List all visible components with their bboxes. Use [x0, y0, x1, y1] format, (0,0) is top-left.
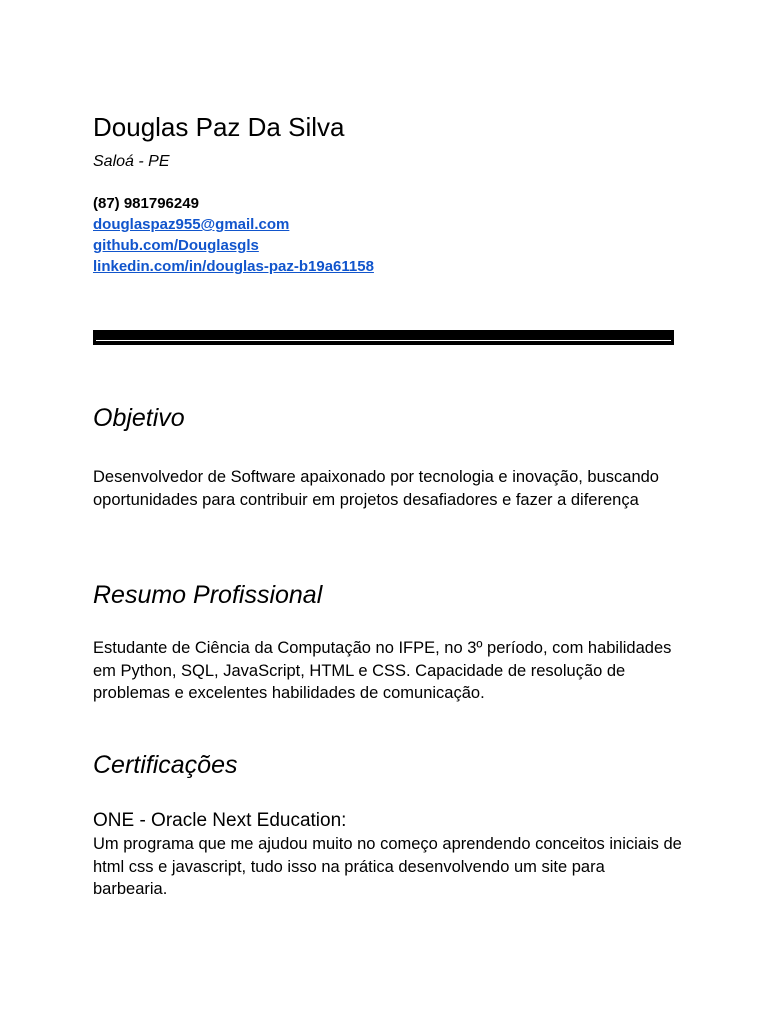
- github-link[interactable]: github.com/Douglasgls: [93, 237, 259, 254]
- resume-name: Douglas Paz Da Silva: [93, 112, 345, 142]
- certifications-heading: Certificações: [93, 751, 238, 779]
- objective-heading: Objetivo: [93, 404, 185, 432]
- phone-number: (87) 981796249: [93, 195, 199, 212]
- linkedin-link[interactable]: linkedin.com/in/douglas-paz-b19a61158: [93, 258, 374, 275]
- certification-description: Um programa que me ajudou muito no começo aprendendo conceitos iniciais de html css e javascript, tudo isso na prática desenvolvendo um site para barbearia.: [93, 835, 682, 898]
- resume-location: Saloá - PE: [93, 153, 170, 170]
- section-divider: [93, 330, 674, 345]
- certification-name: ONE - Oracle Next Education:: [93, 810, 347, 831]
- summary-heading: Resumo Profissional: [93, 581, 323, 609]
- objective-text: Desenvolvedor de Software apaixonado por tecnologia e inovação, buscando oportunidades para contribuir em projetos desafiadores e fazer a diferença: [93, 468, 659, 509]
- email-link[interactable]: douglaspaz955@gmail.com: [93, 216, 290, 233]
- summary-text: Estudante de Ciência da Computação no IFPE, no 3º período, com habilidades em Python, SQL, JavaScript, HTML e CSS. Capacidade de resolução de problemas e excelentes habilidades de comunicação.: [93, 639, 672, 702]
- contact-block: [93, 193, 374, 277]
